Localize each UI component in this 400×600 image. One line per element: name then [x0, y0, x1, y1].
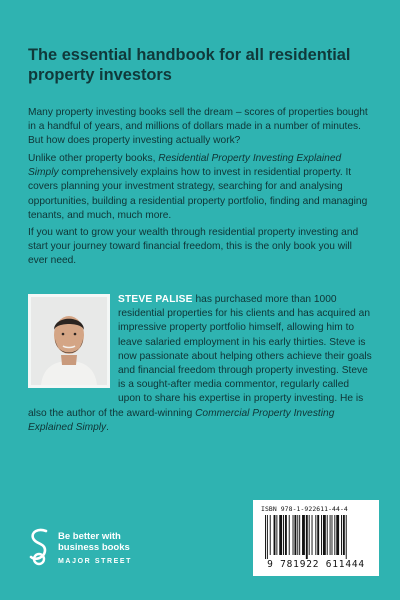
barcode-bar [341, 515, 342, 555]
barcode-bar [327, 515, 328, 555]
closing-paragraph: If you want to grow your wealth through residential property investing and start your journey toward financial freedom, this is the only book you will ever need. [28, 227, 359, 267]
barcode-bar [276, 515, 277, 555]
publisher-name: MAJOR STREET [58, 558, 133, 565]
barcode-bar [267, 515, 268, 559]
barcode [253, 500, 379, 576]
author-name: STEVE PALISE [118, 294, 193, 305]
barcode-bar [306, 515, 308, 559]
barcode-bar [309, 515, 310, 555]
headline: The essential handbook for all residential property investors [28, 46, 351, 84]
barcode-bar [336, 515, 339, 555]
major-street-logo-icon [28, 528, 50, 566]
barcode-bar [274, 515, 276, 555]
description-paragraph [28, 152, 373, 223]
barcode-bar [302, 515, 305, 555]
barcode-bar [270, 515, 271, 555]
other-book-title: Commercial Property Investing Explained Simply [28, 407, 335, 433]
barcode-bar [279, 515, 282, 555]
barcode-bar [297, 515, 298, 555]
barcode-bar [293, 515, 294, 555]
barcode-bar [283, 515, 284, 555]
description-text-after: comprehensively explains how to invest in residential property. It covers planning your investment strategy, searching for and analysing opportunities, building a residential property portfolio, finding and managing tenants, and much, much more. [28, 167, 368, 221]
barcode-bar [343, 515, 345, 555]
barcode-bar [294, 515, 296, 555]
intro-paragraph: Many property investing books sell the dream – scores of properties bought in a handful of years, and millions of dollars made in a number of minutes. But how does property investing actually work? [28, 107, 368, 147]
barcode-bar [312, 515, 313, 555]
barcode-bar [285, 515, 287, 555]
barcode-bar [332, 515, 333, 555]
barcode-bar [315, 515, 316, 555]
barcode-bar [299, 515, 300, 555]
author-bio [28, 293, 373, 435]
barcode-bar [289, 515, 290, 555]
barcode-bar [346, 515, 347, 559]
author-bio-text: has purchased more than 1000 residential properties for his clients and has acquired an impressive property portfolio himself, allowing him to leave salaried employment in his early thirties. Steve is now passionate about helping others achieve their goals and financial freedom through property investing. Steve is a sought-after media commentor, regularly called upon to share his expertise in property investing. He is also the author of the award-winning [28, 294, 372, 419]
publisher-tagline-line1: Be better with [58, 531, 121, 542]
author-bio-end: . [106, 421, 109, 433]
barcode-bar [323, 515, 326, 555]
barcode-bars [265, 515, 371, 559]
photo-spacer [28, 293, 118, 393]
publisher-tagline-line2: business books [58, 542, 130, 553]
barcode-bar [330, 515, 331, 555]
book-title: Residential Property Investing Explained Simply [28, 153, 342, 179]
barcode-digits: 9 781922 611444 [267, 559, 365, 570]
barcode-bar [265, 515, 266, 559]
isbn-label: ISBN 978-1-922611-44-4 [261, 505, 348, 513]
barcode-bar [317, 515, 319, 555]
barcode-bar [334, 515, 335, 555]
barcode-bar [321, 515, 322, 555]
description-text-before: Unlike other property books, [28, 153, 159, 164]
